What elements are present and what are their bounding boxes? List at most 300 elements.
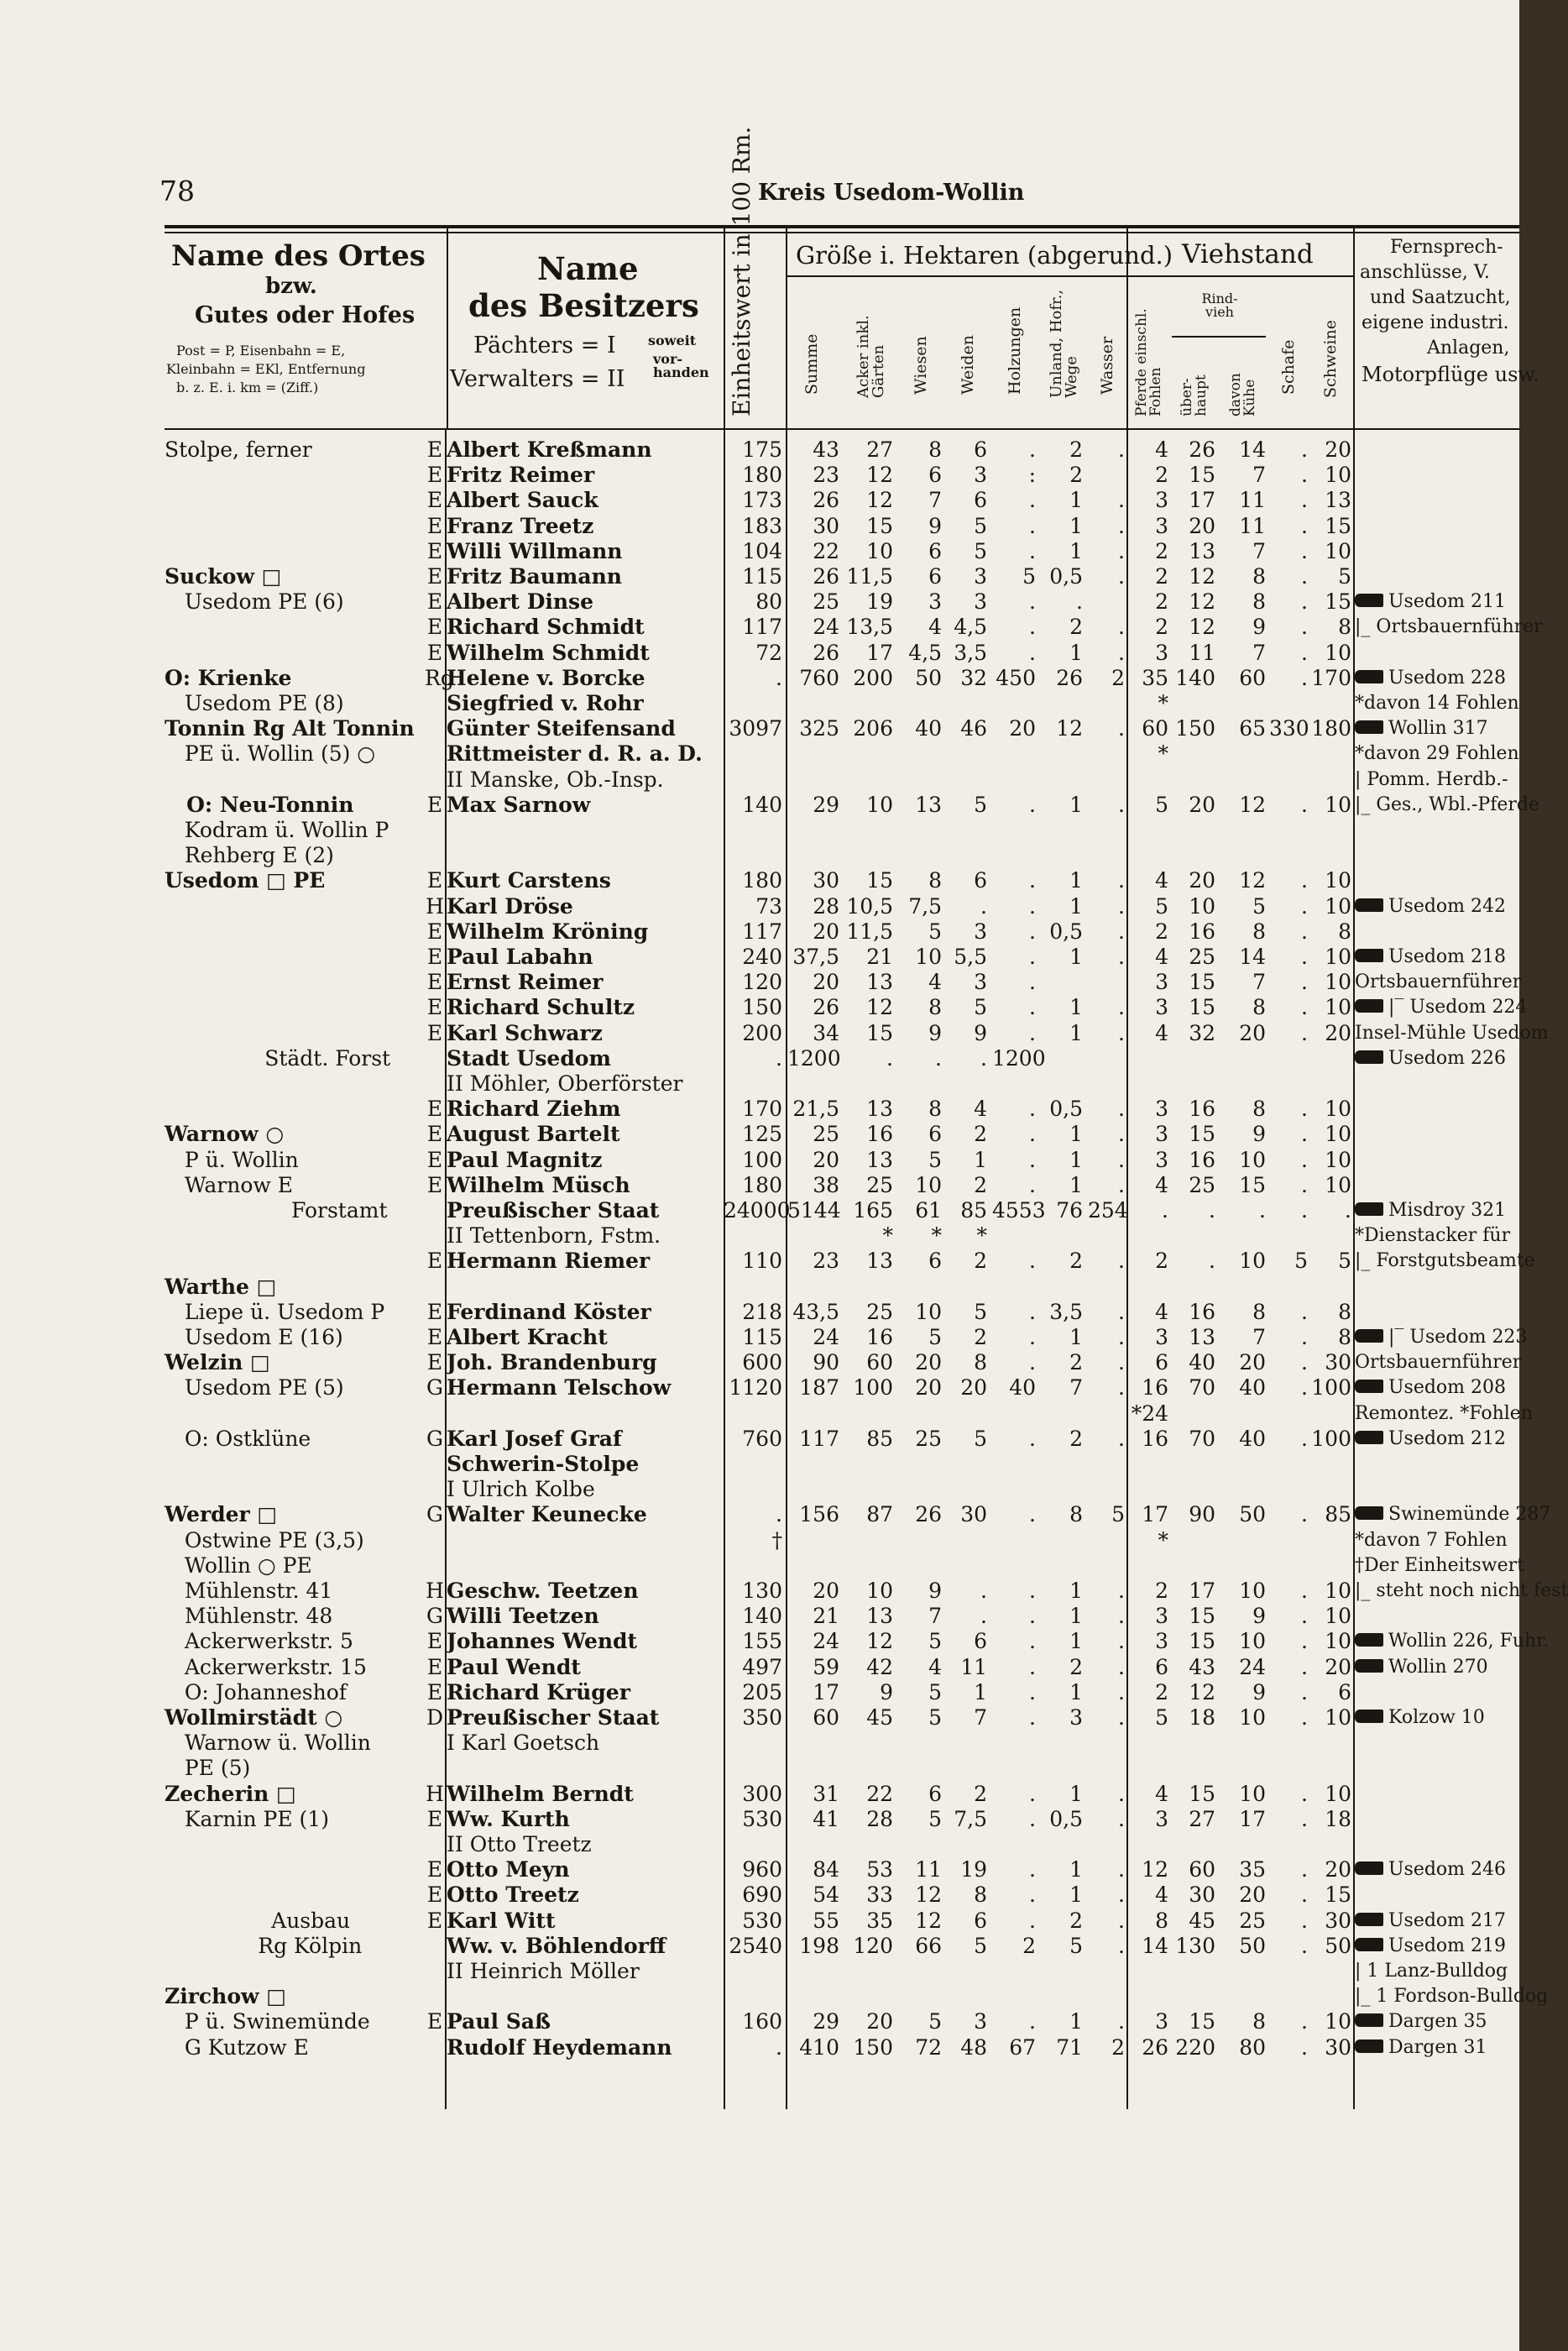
cell-ew: 690 bbox=[742, 1882, 782, 1908]
cell-kue: 15 bbox=[1239, 1172, 1266, 1197]
cell-wie: 12 bbox=[915, 1882, 942, 1908]
cell-sw: 10 bbox=[1325, 1705, 1351, 1730]
cell-besitzer: II Möhler, Oberförster bbox=[447, 1071, 683, 1096]
cell-sum: 41 bbox=[813, 1806, 839, 1831]
fernsprech-text: |_ Ortsbauernführer bbox=[1355, 616, 1543, 638]
cell-hol: . bbox=[1029, 945, 1036, 969]
cell-ack: 45 bbox=[866, 1705, 893, 1730]
cell-ort: Tonnin Rg Alt Tonnin bbox=[165, 716, 415, 741]
cell-sw: 10 bbox=[1325, 1172, 1351, 1197]
fernsprech-text: Ortsbauernführer bbox=[1355, 1352, 1522, 1374]
cell-besitzer: Paul Saß bbox=[447, 2009, 551, 2034]
cell-hol: . bbox=[1029, 437, 1036, 462]
cell-kue: 8 bbox=[1252, 2009, 1266, 2034]
table-row bbox=[0, 792, 1540, 818]
cell-sum: 29 bbox=[813, 2009, 839, 2034]
cell-sum: 26 bbox=[813, 564, 839, 589]
cell-fernsprech bbox=[1355, 1983, 1548, 2009]
cell-typ: E bbox=[426, 1679, 443, 1704]
cell-pfe: 4 bbox=[1155, 437, 1168, 462]
cell-unl: 7 bbox=[1069, 1375, 1083, 1401]
cell-besitzer: Johannes Wendt bbox=[447, 1629, 638, 1654]
cell-fernsprech bbox=[1355, 589, 1506, 615]
cell-typ: E bbox=[426, 1122, 443, 1147]
table-row bbox=[0, 1426, 1519, 1452]
cell-unl: 1 bbox=[1069, 1604, 1083, 1629]
cell-ueb: 16 bbox=[1189, 1097, 1215, 1122]
cell-besitzer: Geschw. Teetzen bbox=[447, 1579, 639, 1603]
cell-unl: 1 bbox=[1069, 1579, 1083, 1603]
cell-wie: 6 bbox=[928, 1122, 942, 1147]
table-row bbox=[0, 1704, 1519, 1731]
cell-wei: 1 bbox=[974, 1147, 987, 1172]
cell-wie: 5 bbox=[928, 1325, 942, 1349]
cell-sch: . bbox=[1301, 1020, 1308, 1045]
cell-sum: 59 bbox=[813, 1654, 839, 1679]
cell-sum: 43 bbox=[813, 437, 839, 462]
cell-unl: 26 bbox=[1056, 665, 1083, 690]
cell-wei: 5 bbox=[974, 538, 987, 563]
cell-wei: 11 bbox=[960, 1654, 987, 1679]
cell-ort: Karnin PE (1) bbox=[165, 1806, 329, 1831]
cell-kue: . bbox=[1259, 1198, 1266, 1223]
cell-sum: 20 bbox=[813, 1147, 839, 1172]
fernsprech-text: | Pomm. Herdb.- bbox=[1355, 768, 1508, 790]
cell-was: . bbox=[1118, 1654, 1125, 1679]
cell-sw: 5 bbox=[1338, 564, 1351, 589]
cell-ort: O: Krienke bbox=[165, 665, 292, 690]
cell-sch: . bbox=[1301, 463, 1308, 488]
cell-sum: 26 bbox=[813, 488, 839, 513]
cell-ueb: 20 bbox=[1189, 513, 1215, 538]
cell-ort: Kodram ü. Wollin P bbox=[165, 818, 389, 842]
cell-ort: O: Ostklüne bbox=[165, 1426, 311, 1451]
cell-sum: 22 bbox=[813, 538, 839, 563]
cell-besitzer: Stadt Usedom bbox=[447, 1045, 611, 1071]
header-fernsprech-4: eigene industri. bbox=[1362, 312, 1509, 333]
cell-typ: E bbox=[426, 589, 443, 615]
table-row bbox=[0, 1172, 1519, 1198]
cell-ack: 11,5 bbox=[846, 564, 893, 589]
table-row bbox=[0, 715, 1519, 741]
cell-was: . bbox=[1118, 1857, 1125, 1882]
cell-was: 5 bbox=[1111, 1502, 1125, 1527]
cell-sw: 100 bbox=[1311, 1426, 1351, 1451]
cell-unl: 1 bbox=[1069, 868, 1083, 893]
cell-kue: 12 bbox=[1239, 792, 1266, 817]
cell-ew: 218 bbox=[742, 1299, 782, 1324]
cell-ew: 72 bbox=[755, 640, 782, 665]
cell-sw: 10 bbox=[1325, 463, 1351, 488]
cell-ack: 85 bbox=[866, 1426, 893, 1451]
cell-typ: E bbox=[426, 792, 443, 817]
cell-fernsprech bbox=[1355, 614, 1543, 640]
cell-kue: 50 bbox=[1239, 1933, 1266, 1958]
cell-fernsprech bbox=[1355, 1527, 1508, 1553]
cell-typ: E bbox=[426, 1654, 443, 1679]
table-row bbox=[0, 1933, 1519, 1959]
table-row bbox=[0, 893, 1519, 919]
fernsprech-text: Usedom 217 bbox=[1388, 1909, 1507, 1931]
cell-ort: Mühlenstr. 41 bbox=[165, 1579, 333, 1603]
cell-fernsprech bbox=[1355, 1401, 1533, 1427]
table-row bbox=[0, 665, 1519, 691]
cell-hol: . bbox=[1029, 1172, 1036, 1197]
table-row bbox=[0, 1147, 1519, 1173]
cell-typ: G bbox=[426, 1604, 443, 1629]
header-ort-sub: Gutes oder Hofes bbox=[195, 302, 416, 328]
cell-sch: . bbox=[1301, 1857, 1308, 1882]
cell-fernsprech bbox=[1355, 944, 1506, 970]
cell-kue: 10 bbox=[1239, 1147, 1266, 1172]
cell-hol: . bbox=[1029, 1097, 1036, 1122]
cell-ack: 17 bbox=[866, 640, 893, 665]
cell-sum: 21,5 bbox=[792, 1097, 839, 1122]
cell-ack: 13 bbox=[866, 1097, 893, 1122]
cell-ew: 2540 bbox=[729, 1933, 782, 1958]
cell-sum: 117 bbox=[799, 1426, 839, 1451]
table-row bbox=[0, 589, 1519, 615]
cell-ueb: 43 bbox=[1189, 1654, 1215, 1679]
cell-hol: . bbox=[1029, 1579, 1036, 1603]
cell-sum: 37,5 bbox=[792, 945, 839, 969]
cell-wie: 12 bbox=[915, 1908, 942, 1933]
cell-sum: 20 bbox=[813, 919, 839, 944]
fernsprech-text: *Dienstacker für bbox=[1355, 1225, 1511, 1247]
header-vorhanden: vor- handen bbox=[653, 351, 709, 380]
cell-ew: 960 bbox=[742, 1857, 782, 1882]
cell-wei: 5 bbox=[974, 995, 987, 1020]
cell-wei: 2 bbox=[974, 1122, 987, 1147]
cell-ew: 24000 bbox=[724, 1198, 791, 1223]
cell-sw: 30 bbox=[1325, 1350, 1351, 1375]
cell-ueb: 15 bbox=[1189, 970, 1215, 995]
cell-ack: 165 bbox=[853, 1198, 893, 1223]
cell-ort: Ausbau bbox=[165, 1908, 351, 1933]
cell-ew: 115 bbox=[742, 1325, 782, 1349]
cell-ueb: 27 bbox=[1189, 1806, 1215, 1831]
cell-hol: . bbox=[1029, 513, 1036, 538]
cell-wie: 3 bbox=[928, 589, 942, 615]
cell-was: . bbox=[1118, 1299, 1125, 1324]
header-groesse: Größe i. Hektaren (abgerund.) bbox=[796, 241, 1173, 270]
cell-sum: 20 bbox=[813, 970, 839, 995]
cell-fernsprech bbox=[1355, 1197, 1506, 1223]
cell-kue: 10 bbox=[1239, 1249, 1266, 1274]
cell-ack: 13 bbox=[866, 970, 893, 995]
cell-ueb: 15 bbox=[1189, 1629, 1215, 1654]
cell-hol: 5 bbox=[1022, 564, 1036, 589]
table-row bbox=[0, 1831, 1519, 1857]
table-row bbox=[0, 1527, 1519, 1553]
cell-fernsprech bbox=[1355, 741, 1519, 767]
header-legend-3: b. z. E. i. km = (Ziff.) bbox=[176, 380, 319, 395]
cell-kue: 8 bbox=[1252, 564, 1266, 589]
cell-ew: 175 bbox=[742, 437, 782, 462]
cell-sw: 8 bbox=[1338, 1325, 1351, 1349]
table-row bbox=[0, 1654, 1519, 1680]
cell-sch: . bbox=[1301, 919, 1308, 944]
cell-ack: 16 bbox=[866, 1325, 893, 1349]
phone-icon bbox=[1355, 1659, 1383, 1673]
cell-ort: G Kutzow E bbox=[165, 2034, 309, 2060]
cell-fernsprech bbox=[1355, 767, 1508, 793]
cell-kue: 24 bbox=[1239, 1654, 1266, 1679]
cell-typ: E bbox=[426, 513, 443, 538]
cell-kue: 10 bbox=[1239, 1705, 1266, 1730]
cell-unl: 1 bbox=[1069, 2009, 1083, 2034]
cell-unl: 1 bbox=[1069, 1857, 1083, 1882]
cell-hol: : bbox=[1028, 463, 1036, 488]
fernsprech-text: |‾ Usedom 223 bbox=[1388, 1327, 1528, 1348]
cell-sw: 5 bbox=[1338, 1249, 1351, 1274]
cell-ack: 13 bbox=[866, 1249, 893, 1274]
cell-wei: . bbox=[980, 1579, 987, 1603]
cell-ueb: 45 bbox=[1189, 1908, 1215, 1933]
cell-ack: 100 bbox=[853, 1375, 893, 1401]
cell-unl: 0,5 bbox=[1049, 1806, 1083, 1831]
cell-ew: 760 bbox=[742, 1426, 782, 1451]
cell-kue: 8 bbox=[1252, 919, 1266, 944]
cell-was: . bbox=[1118, 1705, 1125, 1730]
cell-ack: 25 bbox=[866, 1299, 893, 1324]
header-legend-2: Kleinbahn = EKl, Entfernung bbox=[166, 361, 366, 377]
cell-wei: 2 bbox=[974, 1325, 987, 1349]
cell-pfe: . bbox=[1162, 1198, 1168, 1223]
cell-wei: 7,5 bbox=[954, 1806, 987, 1831]
cell-sum: 760 bbox=[799, 665, 839, 690]
cell-hol: . bbox=[1029, 970, 1036, 995]
cell-unl: 2 bbox=[1069, 1908, 1083, 1933]
cell-besitzer: Richard Krüger bbox=[447, 1679, 630, 1704]
cell-ack: 15 bbox=[866, 513, 893, 538]
cell-pfe: 2 bbox=[1155, 1679, 1168, 1704]
cell-sum: 23 bbox=[813, 1249, 839, 1274]
cell-ueb: 220 bbox=[1175, 2034, 1215, 2060]
cell-sum: 17 bbox=[813, 1679, 839, 1704]
cell-pfe: 2 bbox=[1155, 589, 1168, 615]
cell-wei: 6 bbox=[974, 488, 987, 513]
table-row bbox=[0, 614, 1543, 640]
running-head: Kreis Usedom-Wollin bbox=[758, 180, 1025, 206]
cell-wie: 9 bbox=[928, 1579, 942, 1603]
table-row bbox=[0, 1274, 1519, 1300]
header-besitzer-title: Name bbox=[537, 250, 639, 287]
cell-sw: 10 bbox=[1325, 1781, 1351, 1806]
cell-wei: 2 bbox=[974, 1172, 987, 1197]
cell-was: . bbox=[1118, 1604, 1125, 1629]
cell-ueb: 18 bbox=[1189, 1705, 1215, 1730]
cell-ack: 28 bbox=[866, 1806, 893, 1831]
cell-wie: * bbox=[931, 1223, 942, 1249]
cell-pfe: 16 bbox=[1142, 1375, 1168, 1401]
cell-besitzer: Preußischer Staat bbox=[447, 1198, 660, 1223]
cell-typ: E bbox=[426, 1629, 443, 1654]
table-row bbox=[0, 1324, 1528, 1350]
cell-was: . bbox=[1118, 716, 1125, 741]
table-row bbox=[0, 969, 1522, 995]
cell-fernsprech bbox=[1355, 1856, 1506, 1882]
cell-unl: 2 bbox=[1069, 437, 1083, 462]
cell-wei: 9 bbox=[974, 1020, 987, 1045]
phone-icon bbox=[1355, 670, 1383, 683]
header-einheitswert: Einheitswert in 100 Rm. bbox=[728, 126, 755, 416]
cell-ack: 12 bbox=[866, 488, 893, 513]
cell-hol: . bbox=[1029, 488, 1036, 513]
cell-ack: 12 bbox=[866, 995, 893, 1020]
cell-ueb: 17 bbox=[1189, 488, 1215, 513]
cell-besitzer: Karl Dröse bbox=[447, 893, 573, 919]
header-col-ueberhaupt: über- haupt bbox=[1179, 374, 1210, 416]
cell-wie: 50 bbox=[915, 665, 942, 690]
fernsprech-text: |_ 1 Fordson-Bulldog bbox=[1355, 1986, 1549, 2008]
cell-besitzer: Willi Teetzen bbox=[447, 1604, 599, 1629]
header-viehstand: Viehstand bbox=[1182, 239, 1314, 270]
table-row bbox=[0, 1983, 1549, 2009]
cell-unl: 76 bbox=[1056, 1198, 1083, 1223]
cell-fernsprech bbox=[1355, 1908, 1506, 1934]
cell-was: . bbox=[1118, 1629, 1125, 1654]
cell-was: . bbox=[1118, 1122, 1125, 1147]
cell-unl: 1 bbox=[1069, 995, 1083, 1020]
cell-was: 2 bbox=[1111, 665, 1125, 690]
cell-ew: 170 bbox=[742, 1097, 782, 1122]
cell-ueb: 16 bbox=[1189, 919, 1215, 944]
cell-sum: 24 bbox=[813, 615, 839, 640]
cell-besitzer: Wilhelm Berndt bbox=[447, 1781, 634, 1806]
cell-wei: 6 bbox=[974, 868, 987, 893]
cell-hol: . bbox=[1029, 1325, 1036, 1349]
cell-was: . bbox=[1118, 513, 1125, 538]
cell-typ: E bbox=[426, 615, 443, 640]
cell-ew: 173 bbox=[742, 488, 782, 513]
cell-sum: 30 bbox=[813, 513, 839, 538]
phone-icon bbox=[1355, 1506, 1383, 1520]
cell-wei: 6 bbox=[974, 1629, 987, 1654]
cell-wie: 5 bbox=[928, 2009, 942, 2034]
cell-wei: 4,5 bbox=[954, 615, 987, 640]
cell-pfe: 35 bbox=[1142, 665, 1168, 690]
cell-wie: 7 bbox=[928, 488, 942, 513]
cell-ort: Usedom PE (5) bbox=[165, 1375, 344, 1401]
cell-sum: 187 bbox=[799, 1375, 839, 1401]
cell-wie: 9 bbox=[928, 1020, 942, 1045]
cell-ort: PE ü. Wollin (5) ○ bbox=[165, 741, 376, 767]
cell-kue: 10 bbox=[1239, 1781, 1266, 1806]
header-ort-bzw: bzw. bbox=[265, 274, 317, 299]
cell-typ: D bbox=[426, 1705, 444, 1730]
cell-wie: 10 bbox=[915, 1299, 942, 1324]
cell-typ: H bbox=[426, 1781, 444, 1806]
cell-sch: . bbox=[1301, 1933, 1308, 1958]
cell-was: . bbox=[1118, 1426, 1125, 1451]
cell-wei: 3 bbox=[974, 564, 987, 589]
table-row bbox=[0, 1476, 1519, 1502]
cell-unl: 1 bbox=[1069, 1882, 1083, 1908]
cell-ew: 530 bbox=[742, 1806, 782, 1831]
header-fernsprech-5: Anlagen, bbox=[1427, 338, 1510, 359]
phone-icon bbox=[1355, 1202, 1383, 1216]
cell-typ: E bbox=[426, 488, 443, 513]
cell-wie: 6 bbox=[928, 1249, 942, 1274]
cell-hol: 4553 bbox=[992, 1198, 1046, 1223]
cell-sw: 8 bbox=[1338, 615, 1351, 640]
cell-sch: . bbox=[1301, 1299, 1308, 1324]
table-row bbox=[0, 640, 1519, 666]
table-row bbox=[0, 462, 1519, 488]
cell-besitzer: Richard Schultz bbox=[447, 995, 635, 1020]
cell-sch: . bbox=[1301, 589, 1308, 615]
cell-ort: Liepe ü. Usedom P bbox=[165, 1299, 385, 1324]
cell-kue: 10 bbox=[1239, 1629, 1266, 1654]
cell-sch: . bbox=[1301, 1122, 1308, 1147]
fernsprech-text: *davon 7 Fohlen bbox=[1355, 1529, 1508, 1551]
cell-besitzer: Schwerin-Stolpe bbox=[447, 1452, 640, 1476]
cell-wie: 8 bbox=[928, 868, 942, 893]
cell-ack: 10 bbox=[866, 1579, 893, 1603]
cell-ew: † bbox=[771, 1527, 782, 1552]
cell-pfe: 2 bbox=[1155, 919, 1168, 944]
cell-typ: E bbox=[426, 1882, 443, 1908]
phone-icon bbox=[1355, 1710, 1383, 1723]
cell-ew: 117 bbox=[742, 919, 782, 944]
cell-sw: 10 bbox=[1325, 1097, 1351, 1122]
cell-sum: 28 bbox=[813, 893, 839, 919]
cell-typ: E bbox=[426, 868, 443, 893]
cell-hol: . bbox=[1029, 1350, 1036, 1375]
table-row bbox=[0, 437, 1519, 463]
cell-fernsprech bbox=[1355, 1501, 1550, 1527]
cell-fernsprech bbox=[1355, 1578, 1568, 1604]
cell-besitzer: II Manske, Ob.-Insp. bbox=[447, 767, 664, 792]
cell-pfe: 4 bbox=[1155, 1020, 1168, 1045]
cell-unl: 1 bbox=[1069, 792, 1083, 817]
cell-besitzer: Otto Treetz bbox=[447, 1882, 579, 1908]
cell-wie: 61 bbox=[915, 1198, 942, 1223]
cell-fernsprech bbox=[1355, 1374, 1506, 1401]
cell-sw: 10 bbox=[1325, 538, 1351, 563]
cell-pfe: 4 bbox=[1155, 1299, 1168, 1324]
cell-was: . bbox=[1118, 945, 1125, 969]
cell-besitzer: Albert Kracht bbox=[447, 1325, 608, 1349]
cell-ueb: 70 bbox=[1189, 1375, 1215, 1401]
cell-besitzer: Rudolf Heydemann bbox=[447, 2034, 672, 2060]
cell-sch: . bbox=[1301, 1350, 1308, 1375]
cell-wie: 7,5 bbox=[908, 893, 942, 919]
cell-wei: 8 bbox=[974, 1882, 987, 1908]
cell-pfe: 3 bbox=[1155, 1806, 1168, 1831]
cell-ort: Stolpe, ferner bbox=[165, 437, 312, 462]
cell-sum: 55 bbox=[813, 1908, 839, 1933]
cell-was: . bbox=[1118, 640, 1125, 665]
cell-besitzer: Otto Meyn bbox=[447, 1857, 570, 1882]
cell-hol: 67 bbox=[1009, 2034, 1036, 2060]
cell-ort: Warthe □ bbox=[165, 1274, 277, 1299]
cell-typ: E bbox=[426, 995, 443, 1020]
cell-unl: 2 bbox=[1069, 1654, 1083, 1679]
cell-sch: . bbox=[1301, 640, 1308, 665]
cell-hol: . bbox=[1029, 1299, 1036, 1324]
cell-besitzer: Ww. Kurth bbox=[447, 1806, 570, 1831]
cell-pfe: 5 bbox=[1155, 792, 1168, 817]
cell-ort: Ackerwerkstr. 15 bbox=[165, 1654, 367, 1679]
cell-besitzer: Paul Labahn bbox=[447, 945, 593, 969]
cell-sw: 10 bbox=[1325, 1122, 1351, 1147]
cell-sw: 15 bbox=[1325, 1882, 1351, 1908]
cell-ack: 12 bbox=[866, 1629, 893, 1654]
cell-fernsprech bbox=[1355, 1933, 1506, 1959]
cell-ueb: 17 bbox=[1189, 1579, 1215, 1603]
